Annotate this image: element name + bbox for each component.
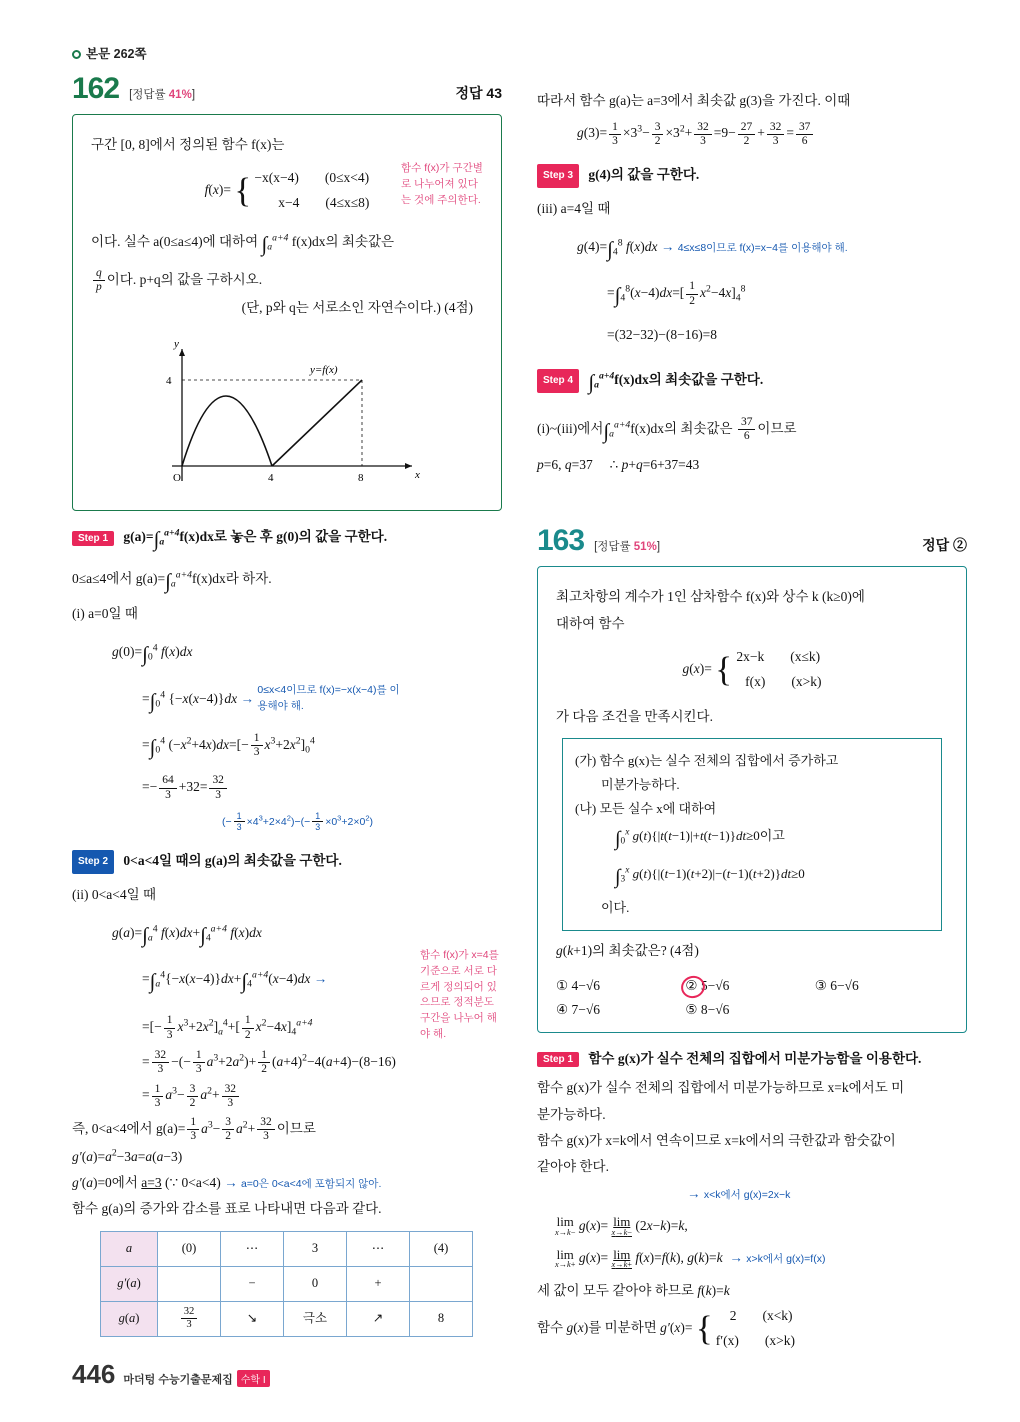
s-line-1: 함수 g(x)가 실수 전체의 집합에서 미분가능하므로 x=k에서도 미 — [537, 1080, 905, 1096]
piece-1-cond: (x≤k) — [790, 649, 821, 665]
case-ii-eq-1: $g(a)=\int_a^4$ $f(x)dx+\int_4^{a+4}$ f(x)dx — [112, 922, 262, 947]
case-iii-annotation: 4≤x≤8이므로 f(x)=x−4를 이용해야 해. — [677, 241, 848, 254]
derivative-2: g′(a)=0에서 a=3 (∵ 0<a<4) → a=0은 0<a<4에 포함되지 않아. — [72, 1174, 382, 1190]
source-reference: 본문 262쪽 — [72, 44, 147, 62]
answer-label: 정답 ② — [922, 537, 967, 554]
problem-163-statement-box — [537, 566, 967, 1033]
svg-text:y: y — [174, 338, 179, 351]
step-4-row: Step 4 $\int_a^{a+4}f(x)dx$의 최솟값을 구한다. — [537, 362, 967, 403]
gp-1-expr: 2 — [729, 1307, 737, 1323]
piece-1-expr: 2x−k — [736, 649, 765, 665]
condition-b-line2: 이다. — [601, 899, 630, 915]
step-3-row: Step 3 g(4)의 값을 구한다. — [537, 162, 967, 188]
continuation-162 — [537, 88, 967, 478]
subject-badge: 수학 I — [237, 1370, 270, 1387]
stem-line-3: $\frac{q}{p}$ 이다. p+q의 값을 구하시오. — [91, 266, 483, 295]
stem-line-3: 가 다음 조건을 만족시킨다. — [556, 709, 713, 725]
s-eq-1: lim x→k− g(x)= lim x→k− (2x−k)=k, — [555, 1215, 688, 1238]
question-line: g(k+1)의 최솟값은? (4점) — [556, 943, 699, 959]
problem-number: 163 — [537, 524, 585, 558]
r-eq-1: g(3)= $\frac{1}{3}$ $\times 3^3-$ $\frac{3}{2}$ $\times 3^2+$ $\frac{32}{3}$ =9− $\frac{27}{2}$ + $\frac{32}{3}$ = $\frac{37}{6}$ — [577, 120, 967, 148]
table-row: g(a) $\frac{32}{3}$ ↘ 극소 ↗ 8 — [101, 1301, 473, 1336]
condition-b: (나) 모든 실수 x에 대하여 — [575, 801, 717, 817]
case-ii: (ii) 0<a<4일 때 — [72, 887, 157, 903]
choice-5[interactable]: ⑤ 8−√6 — [685, 1002, 730, 1018]
page-number: 446 — [72, 1359, 116, 1389]
case-iii: (iii) a=4일 때 — [537, 201, 611, 217]
piece-2-cond: (4≤x≤8) — [325, 194, 370, 210]
problem-162-heading — [72, 72, 502, 106]
s-line-3: 함수 g(x)가 x=k에서 연속이므로 x=k에서의 극한값과 함숫값이 — [537, 1133, 896, 1149]
step-1-row-163: Step 1 함수 g(x)가 실수 전체의 집합에서 미분가능함을 이용한다. — [537, 1047, 967, 1067]
case-ii-eq-2: $=\int_a^4\{-x(x-4)\}dx+\int_4^{a+4}(x-4)dx$ → — [142, 969, 328, 994]
case-iii-eq-2: $=\int_4^8(x-4)dx=$[ $\frac{1}{2}$ $x^2-4x]_4^8$ — [607, 280, 746, 308]
gp-1-cond: (x<k) — [762, 1307, 793, 1323]
answer-choices — [556, 974, 948, 1022]
svg-text:4: 4 — [166, 375, 172, 388]
conditions-box — [562, 738, 942, 931]
stem-line-2: 이다. 실수 a(0≤a≤4)에 대하여 $\int_a^{a+4}$ f(x)dx의 최솟값은 — [91, 231, 395, 256]
solution-162: 0≤a≤4에서 $g(a)=\int_a^{a+4}f(x)dx$라 하자. (i) a=0일 때 $g(0)=\int_0^4$ f(x)dx $=\int_0^4$ {−x(x−4)}dx → 0≤x<4이므로 f(x)=−x(x−4)를 이용해야 해. $=\int_0^4$ $(-x^2+4x)dx=[-$ $\frac{1}{3}$ $x^3+2x^2]_0^4$ =− $\frac{64}{3}$ +32= $\frac{32}{3}$ (− $\frac{1}{3}$ $\times 4^3+2\times 4^2)-(-$ $\frac{1}{3}$ $\times 0^3+2\times 0^2$) Step 2 0<a<4일 때의 g(a)의 최솟값을 구한다. (ii) 0<a<4일 때 $g(a)=\int_a^4$ $f(x)dx+\int_4^{a+4}$ f(x)dx $=\int_a^4\{-x(x-4)\}dx+\int_4^{a+4}(x-4)dx$ → 함수 f(x)가 x=4를 기준으로 서로 다르게 정의되어 있으므로 정적분도 구간을 나누어 해야 해. =[− $\frac{1}{3}$ $x^3+2x^2]_a^4+$[ $\frac{1}{2}$ $x^2-4x]_4^{a+4}$ = $\frac{32}{3}$ −(− $\frac{1}{3}$ $a^3+2a^2)+$ $\frac{1}{2}$ $(a+4)^2-4(a+4)-(8-16)$ = $\frac{1}{3}$ $a^3-$ $\frac{3}{2}$ $a^2+$ $\frac{32}{3}$ 즉, 0<a<4에서 g(a)= $\frac{1}{3}$ $a^3-$ $\frac{3}{2}$ $a^2+$ $\frac{32}{3}$ 이므로 $g'(a)=a^2-3a=a(a-3)$ g′(a)=0에서 a=3 (∵ 0<a<4) → a=0은 0<a<4에 포함되지 않아. 함수 g(a)의 증가와 감소를 표로 나타내면 다음과 같다. a (0) ⋯ 3 ⋯ (4) g′(a) − 0 + g(a) $\frac{32}{3}$ ↘ 극소 ↗ 8 — [72, 561, 502, 1337]
s-annotation-2: x>k에서 g(x)=f(x) — [746, 1253, 826, 1266]
case-ii-eq-3: =[− $\frac{1}{3}$ $x^3+2x^2]_a^4+$[ $\frac{1}{2}$ $x^2-4x]_4^{a+4}$ — [142, 1014, 313, 1041]
sol-line-1: 0≤a≤4에서 $g(a)=\int_a^{a+4}f(x)dx$라 하자. — [72, 568, 272, 593]
condition-b-eq-1: $\int_0^x$ g(t){|t(t−1)|+t(t−1)}dt≥0이고 — [615, 828, 785, 851]
step-1-row: Step 1 $g(a)=\int_a^{a+4}f(x)dx$로 놓은 후 g(0)의 값을 구한다. — [72, 525, 502, 552]
svg-text:O: O — [173, 472, 181, 485]
marked-answer[interactable]: ② 5−√6 — [685, 978, 730, 994]
choice-3[interactable]: ③ 6−√6 — [814, 978, 859, 994]
variation-table — [100, 1231, 473, 1337]
choice-1[interactable]: ① 4−√6 — [556, 978, 601, 994]
gp-2-cond: (x>k) — [764, 1332, 796, 1348]
case-i-annotation-2: (− $\frac{1}{3}$ $\times 4^3+2\times 4^2)-(-$ $\frac{1}{3}$ $\times 0^3+2\times 0^2$) — [222, 811, 374, 833]
case-ii-conclusion: 즉, 0<a<4에서 g(a)= $\frac{1}{3}$ $a^3-$ $\frac{3}{2}$ $a^2+$ $\frac{32}{3}$ 이므로 — [72, 1116, 316, 1143]
choice-4[interactable]: ④ 7−√6 — [556, 1002, 601, 1018]
bullet-icon — [72, 50, 81, 59]
case-i-eq-4: =− $\frac{64}{3}$ +32= $\frac{32}{3}$ — [142, 774, 502, 802]
piecewise-definition-g: g(x)= { 2x−k (x≤k) f(x) (x>k) — [682, 649, 822, 690]
problem-number: 162 — [72, 72, 120, 105]
stem-line-2: 대하여 함수 — [556, 616, 625, 632]
final-line: (i)~(iii)에서$\int_a^{a+4}f(x)dx$의 최솟값은 $\frac{37}{6}$ 이므로 — [537, 416, 797, 444]
s-line-2: 분가능하다. — [537, 1106, 606, 1122]
r-line-1: 따라서 함수 g(a)는 a=3에서 최솟값 g(3)을 가진다. 이때 — [537, 93, 851, 108]
problem-162-statement-box — [72, 114, 502, 511]
s-line-4: 같아야 한다. — [537, 1159, 609, 1175]
case-i-eq-3: $=\int_0^4$ $(-x^2+4x)dx=[-$ $\frac{1}{3}$ $x^3+2x^2]_0^4$ — [142, 732, 315, 760]
condition-a-line2: 미분가능하다. — [601, 777, 680, 793]
derivative-annotation: a=0은 0<a<4에 포함되지 않아. — [240, 1177, 382, 1190]
right-column — [537, 72, 967, 1354]
condition-b-eq-2: $\int_3^x$ g(t){|(t−1)(t+2)|−(t−1)(t+2)}dt≥0 — [615, 865, 805, 888]
case-i-annotation: 0≤x<4이므로 f(x)=−x(x−4)를 이용해야 해. — [257, 684, 400, 713]
choice-2[interactable] — [685, 978, 814, 994]
table-row: g′(a) − 0 + — [101, 1266, 473, 1301]
case-ii-eq-4: = $\frac{32}{3}$ −(− $\frac{1}{3}$ $a^3+2a^2)+$ $\frac{1}{2}$ $(a+4)^2-4(a+4)-(8-16)$ — [142, 1049, 396, 1076]
step-badge: Step 4 — [537, 369, 579, 393]
step-badge: Step 1 — [72, 531, 114, 546]
stem-annotation: 함수 f(x)가 구간별로 나누어져 있다는 것에 주의한다. — [401, 162, 483, 206]
piecewise-definition: f(x)= { −x(x−4) (0≤x<4) x−4 (4≤x≤8) — [204, 170, 370, 210]
table-intro: 함수 g(a)의 증가와 감소를 표로 나타내면 다음과 같다. — [72, 1201, 382, 1217]
condition-a: (가) 함수 g(x)는 실수 전체의 집합에서 증가하고 — [575, 753, 839, 769]
piece-1-expr: −x(x−4) — [254, 170, 299, 185]
final-equation: p=6, q=37 ∴ p+q=6+37=43 — [537, 457, 700, 473]
page-footer — [72, 1359, 270, 1390]
stem-line-1: 구간 [0, 8]에서 정의된 함수 f(x)는 — [91, 137, 285, 152]
answer-label: 정답 43 — [455, 85, 502, 101]
step-2-row: Step 2 0<a<4일 때의 g(a)의 최솟값을 구한다. — [72, 848, 502, 874]
case-i-eq-2: $=\int_0^4$ {−x(x−4)}dx → 0≤x<4이므로 f(x)=−x(x−4)를 이용해야 해. — [142, 681, 502, 722]
derivative-1: $g'(a)=a^2-3a=a(a-3)$ — [72, 1147, 183, 1164]
s-line-5: 세 값이 모두 같아야 하므로 f(k)=k — [537, 1282, 730, 1298]
s-eq-2: lim x→k+ g(x)= lim x→k+ f(x)=f(k), g(k)=k → x>k에서 g(x)=f(x) — [555, 1247, 826, 1270]
svg-text:x: x — [415, 469, 420, 482]
step-badge: Step 1 — [537, 1052, 579, 1067]
piece-2-cond: (x>k) — [791, 674, 822, 690]
svg-text:4: 4 — [268, 472, 274, 485]
gp-2-expr: f′(x) — [715, 1332, 739, 1348]
piece-2-expr: x−4 — [278, 194, 300, 210]
correct-rate: [정답률 41%] — [129, 89, 196, 101]
case-i-eq-1: $g(0)=\int_0^4$ f(x)dx — [112, 641, 193, 666]
table-row: a (0) ⋯ 3 ⋯ (4) — [101, 1231, 473, 1266]
case-i: (i) a=0일 때 — [72, 606, 138, 622]
correct-rate: [정답률 51%] — [594, 541, 661, 554]
s-line-6: 함수 g(x)를 미분하면 g′(x)= { 2 (x<k) f′(x) (x>k) — [537, 1307, 796, 1348]
stem-line-1: 최고차항의 계수가 1인 삼차함수 f(x)와 상수 k (k≥0)에 — [556, 589, 865, 605]
book-title: 마더텅 수능기출문제집 — [123, 1374, 233, 1386]
s-annotation-1: → x<k에서 g(x)=2x−k — [687, 1185, 791, 1201]
case-iii-eq-1: $g(4)=\int_4^8$ f(x)dx → 4≤x≤8이므로 f(x)=x−4를 이용해야 해. — [577, 236, 848, 261]
svg-text:8: 8 — [358, 472, 364, 485]
stem-line-4: (단, p와 q는 서로소인 자연수이다.) (4점) — [241, 300, 473, 316]
step-badge: Step 3 — [537, 164, 579, 188]
svg-text:y=f(x): y=f(x) — [310, 364, 338, 377]
problem-163-heading — [537, 524, 967, 558]
left-column — [72, 72, 502, 1337]
piece-1-cond: (0≤x<4) — [324, 170, 370, 185]
step-badge: Step 2 — [72, 850, 114, 874]
case-iii-eq-3: =(32−32)−(8−16)=8 — [607, 327, 718, 343]
piece-2-expr: f(x) — [745, 674, 766, 690]
function-graph — [142, 331, 432, 496]
case-ii-eq-5: = $\frac{1}{3}$ $a^3-$ $\frac{3}{2}$ $a^2+$ $\frac{32}{3}$ — [142, 1082, 502, 1110]
solution-163 — [537, 1075, 967, 1353]
